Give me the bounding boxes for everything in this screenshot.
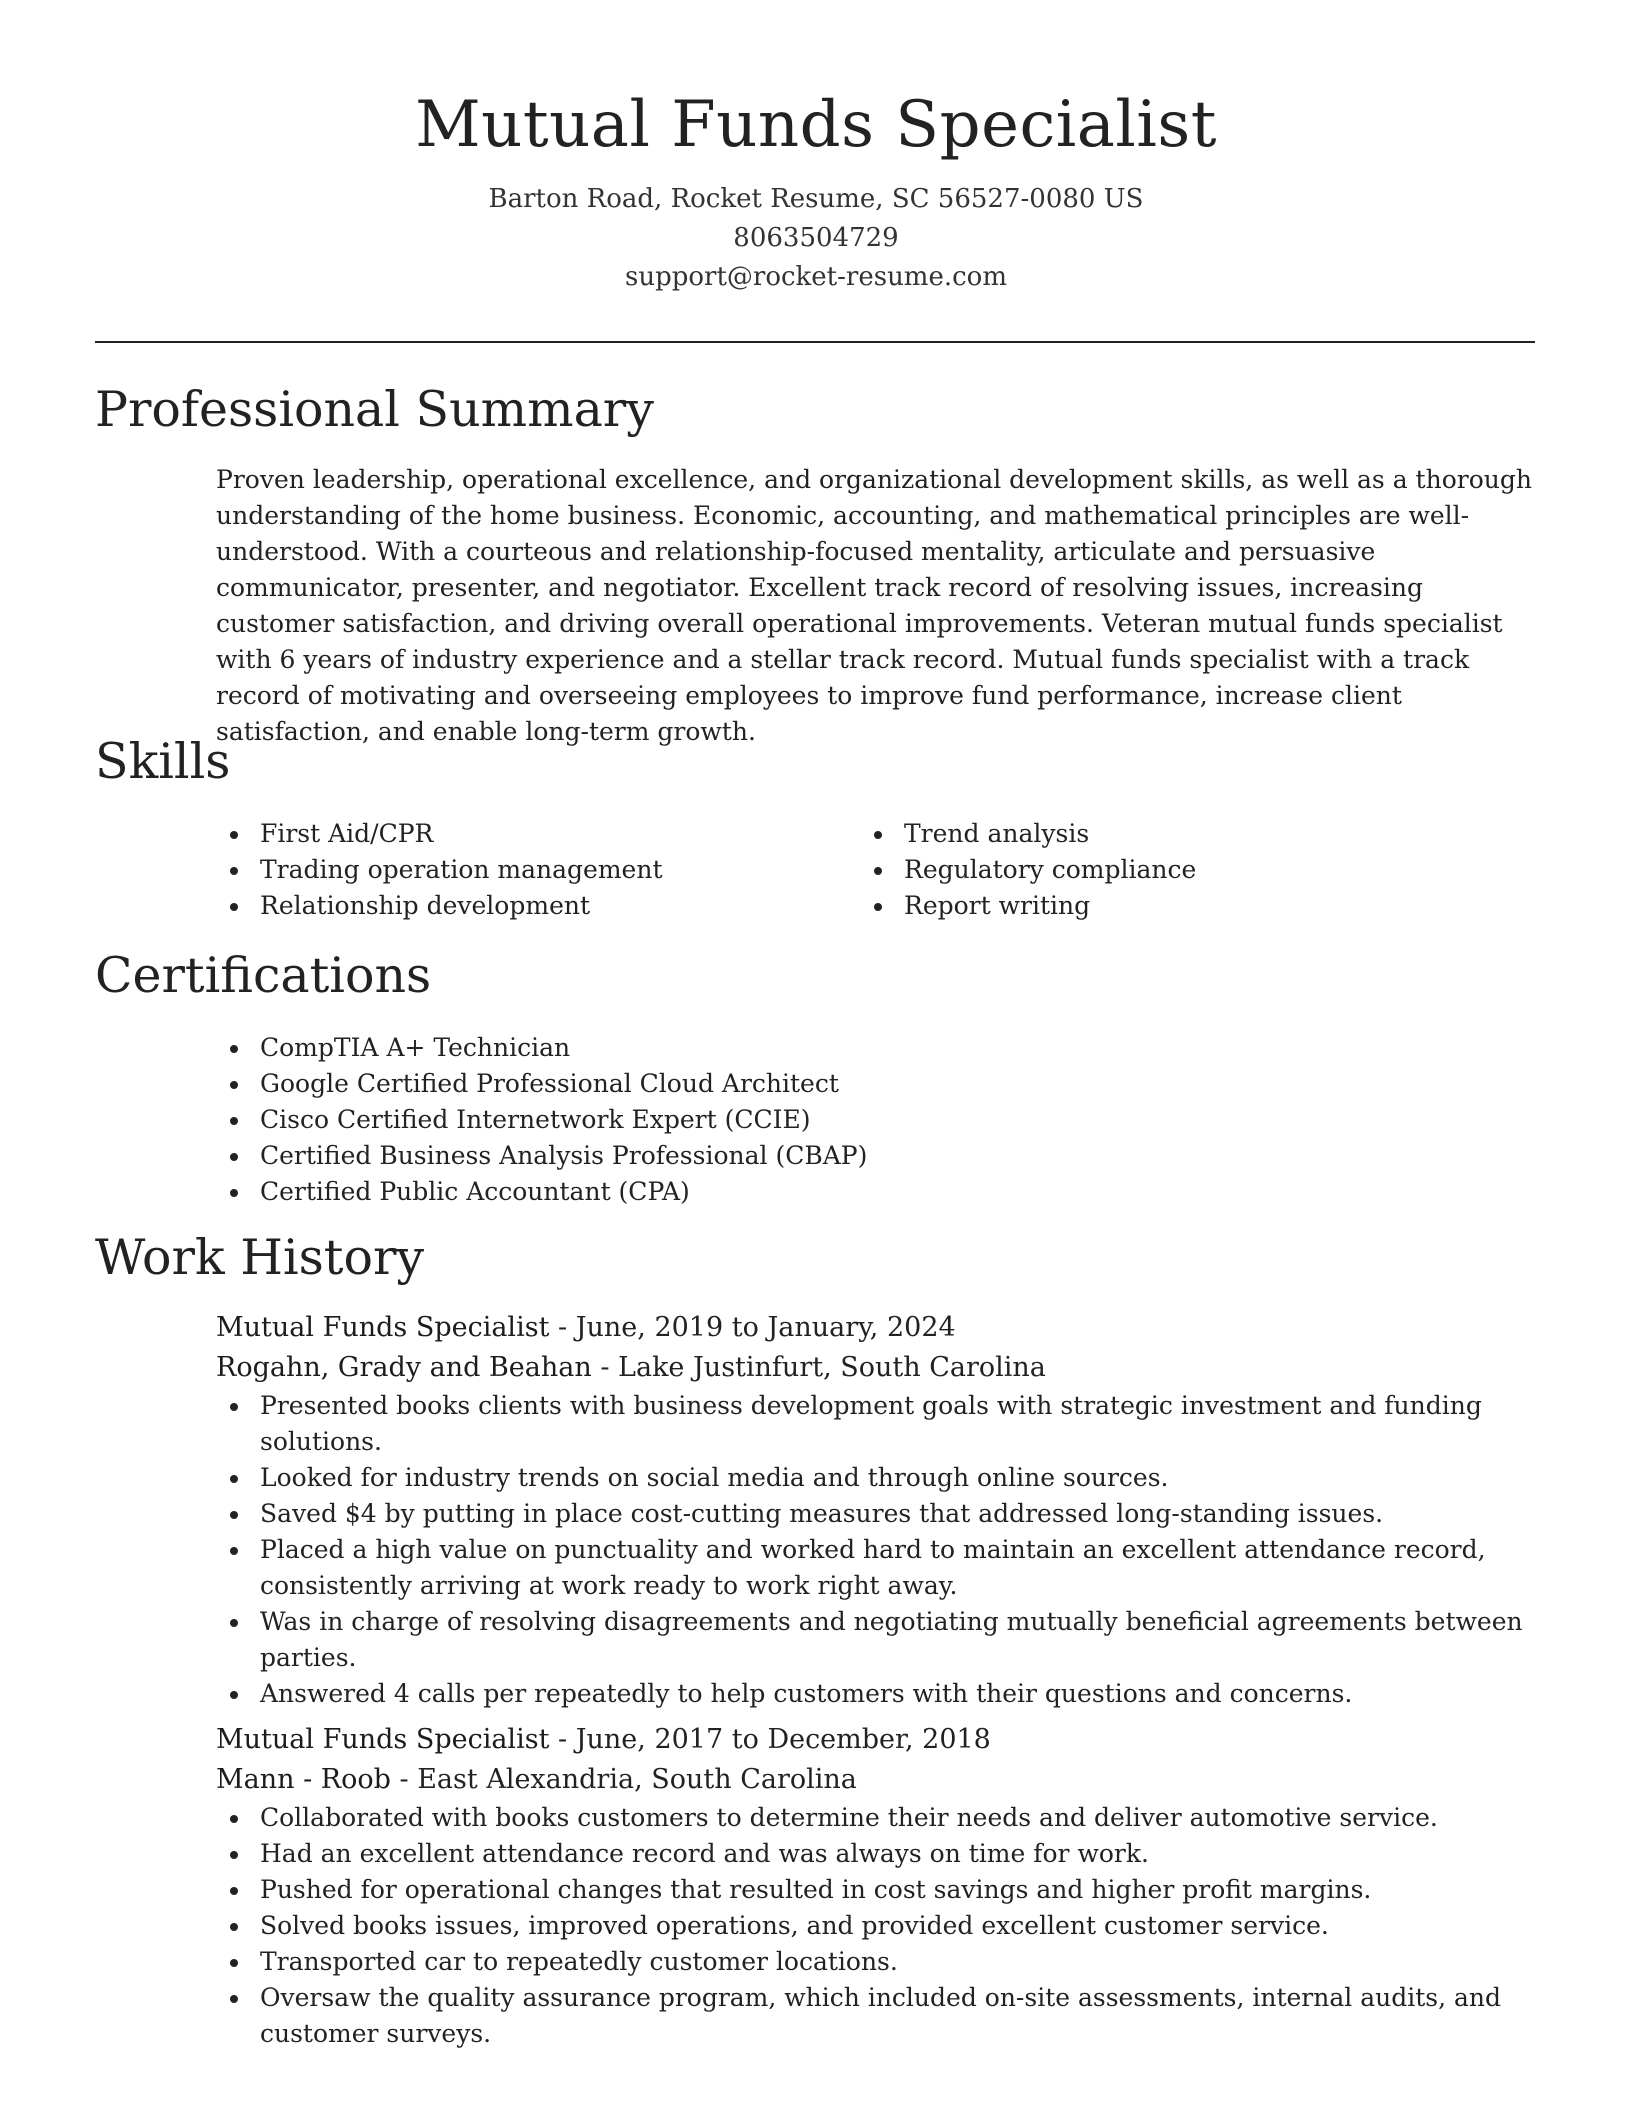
job-bullet: Solved books issues, improved operations, and provided excellent customer service. — [216, 1908, 1546, 1944]
job-company-line — [216, 1760, 1546, 1800]
job-bullet: Pushed for operational changes that resulted in cost savings and higher profit margins. — [216, 1872, 1546, 1908]
certification-item: Certified Business Analysis Professional (CBAP) — [216, 1138, 1536, 1174]
job-entry — [216, 1308, 1546, 1712]
phone-number: 8063504729 — [733, 223, 899, 253]
header-divider — [95, 341, 1535, 343]
email-address: support@rocket-resume.com — [624, 262, 1007, 292]
skill-item: Trend analysis — [860, 816, 1500, 852]
resume-header — [0, 0, 1632, 297]
job-bullet: Had an excellent attendance record and was always on time for work. — [216, 1836, 1546, 1872]
contact-info — [0, 180, 1632, 297]
job-bullet: Presented books clients with business development goals with strategic investment and funding solutions. — [216, 1388, 1546, 1460]
job-dates: - June, 2019 to January, 2024 — [549, 1312, 956, 1343]
job-bullet: Answered 4 calls per repeatedly to help customers with their questions and concerns. — [216, 1676, 1546, 1712]
job-bullet: Was in charge of resolving disagreements and negotiating mutually beneficial agreements between parties. — [216, 1604, 1546, 1676]
job-entry — [216, 1720, 1546, 2052]
certification-item: Certified Public Accountant (CPA) — [216, 1174, 1536, 1210]
certification-item: Cisco Certified Internetwork Expert (CCIE) — [216, 1102, 1536, 1138]
job-title: Mutual Funds Specialist — [216, 1312, 550, 1343]
job-bullet: Placed a high value on punctuality and worked hard to maintain an excellent attendance record, consistently arriving at work ready to work right away. — [216, 1532, 1546, 1604]
job-title-line — [216, 1720, 1546, 1760]
job-bullet: Looked for industry trends on social media and through online sources. — [216, 1460, 1546, 1496]
job-company: Mann - Roob — [216, 1764, 391, 1795]
certification-item: CompTIA A+ Technician — [216, 1030, 1536, 1066]
summary-heading: Professional Summary — [95, 381, 654, 438]
job-bullet: Transported car to repeatedly customer locations. — [216, 1944, 1546, 1980]
job-bullet: Oversaw the quality assurance program, which included on-site assessments, internal audits, and customer surveys. — [216, 1980, 1546, 2052]
job-location: - Lake Justinfurt, South Carolina — [591, 1352, 1046, 1383]
skills-heading: Skills — [95, 733, 231, 790]
work-history-heading: Work History — [95, 1229, 425, 1286]
skill-item: Relationship development — [216, 888, 856, 924]
summary-text: Proven leadership, operational excellence, and organizational development skills, as well as a thorough understanding of the home business. Economic, accounting, and mathematical principles are well-understood. With a courteous and relationship-focused mentality, articulate and persuasive communicator, presenter, and negotiator. Excellent track record of resolving issues, increasing customer satisfaction, and driving overall operational improvements. Veteran mutual funds specialist with 6 years of industry experience and a stellar track record. Mutual funds specialist with a track record of motivating and overseeing employees to improve fund performance, increase client satisfaction, and enable long-term growth. — [216, 465, 1532, 746]
job-bullet: Saved $4 by putting in place cost-cutting measures that addressed long-standing issues. — [216, 1496, 1546, 1532]
job-company: Rogahn, Grady and Beahan — [216, 1352, 592, 1383]
job-bullet-list — [216, 1800, 1546, 2052]
certifications-list — [216, 1030, 1536, 1210]
certification-item: Google Certified Professional Cloud Architect — [216, 1066, 1536, 1102]
skill-item: Regulatory compliance — [860, 852, 1500, 888]
candidate-name: Mutual Funds Specialist — [415, 88, 1217, 162]
job-bullet-list — [216, 1388, 1546, 1712]
job-title-line — [216, 1308, 1546, 1348]
certifications-heading: Certifications — [95, 947, 432, 1004]
job-company-line — [216, 1348, 1546, 1388]
skill-item: Trading operation management — [216, 852, 856, 888]
skills-list-right — [860, 816, 1500, 924]
skill-item: First Aid/CPR — [216, 816, 856, 852]
job-bullet: Collaborated with books customers to determine their needs and deliver automotive service. — [216, 1800, 1546, 1836]
job-title: Mutual Funds Specialist — [216, 1724, 550, 1755]
skills-list-left — [216, 816, 856, 924]
skill-item: Report writing — [860, 888, 1500, 924]
job-dates: - June, 2017 to December, 2018 — [549, 1724, 991, 1755]
address: Barton Road, Rocket Resume, SC 56527-0080 US — [488, 184, 1144, 214]
job-location: - East Alexandria, South Carolina — [390, 1764, 857, 1795]
